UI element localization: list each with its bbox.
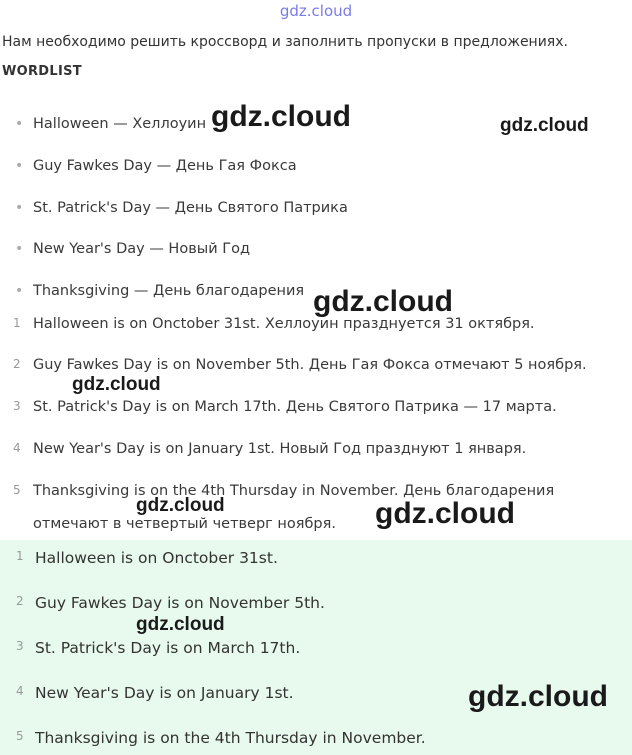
- bullet-icon: •: [15, 241, 24, 257]
- bullet-icon: •: [15, 158, 24, 174]
- watermark: gdz.cloud: [136, 495, 225, 516]
- watermark: gdz.cloud: [500, 115, 589, 136]
- bullet-icon: •: [15, 116, 24, 132]
- watermark: gdz.cloud: [136, 614, 225, 635]
- bullet-icon: •: [15, 200, 24, 216]
- watermark: gdz.cloud: [72, 374, 161, 395]
- wordlist-heading: WORDLIST: [2, 64, 82, 79]
- site-logo[interactable]: gdz.cloud: [279, 2, 353, 20]
- watermark: gdz.cloud: [211, 100, 351, 133]
- bullet-icon: •: [15, 283, 24, 299]
- watermark: gdz.cloud: [375, 497, 515, 530]
- watermark: gdz.cloud: [313, 285, 453, 318]
- watermark: gdz.cloud: [468, 680, 608, 713]
- intro-text: Нам необходимо решить кроссворд и заполнить пропуски в предложениях.: [2, 34, 568, 50]
- answer-box: 1 Halloween is on Onctober 31st. 2 Guy Fawkes Day is on November 5th. 3 St. Patrick's Day is on March 17th. 4 New Year's Day is on January 1st. 5 Thanksgiving is on the 4th Thursday in November.: [0, 540, 632, 755]
